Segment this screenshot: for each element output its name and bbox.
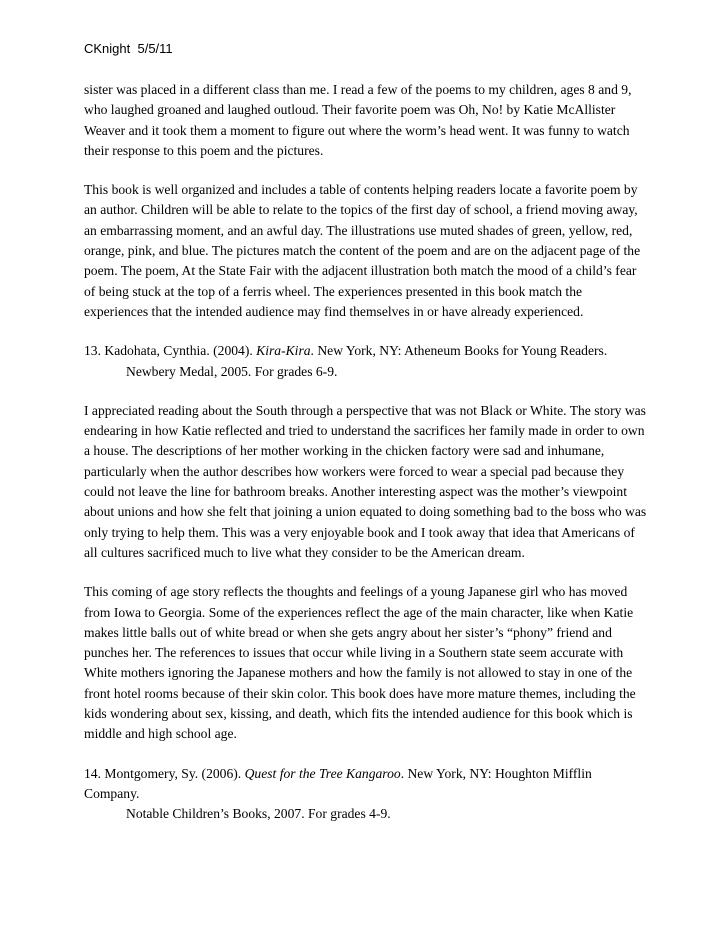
paragraph-coming-of-age: This coming of age story reflects the thoughts and feelings of a young Japanese girl who has moved from Iowa to Georgia. Some of the experiences reflect the age of the main character, like when Katie makes little balls out of white bread or when she gets angry about her sister’s “phony” friend and punches her. The references to issues that occur while living in a Southern state seem accurate with White mothers ignoring the Japanese mothers and how the family is not allowed to stay in one of the front hotel rooms because of their skin color. This book does have more mature themes, including the kids wondering about sex, kissing, and death, which fits the intended audience for this book which is middle and high school age.	[84, 584, 636, 742]
paragraph-poems-reading: sister was placed in a different class than me. I read a few of the poems to my children, ages 8 and 9, who laughed groaned and laughed outloud. Their favorite poem was Oh, No! by Katie McAllister Weaver and it took them a moment to figure out where the worm’s head went. It was funny to watch their response to this poem and the pictures.	[84, 82, 632, 158]
citation-14-publisher: . New York, NY: Houghton Mifflin Company.	[84, 765, 592, 801]
citation-13-publisher: . New York, NY: Atheneum Books for Young Readers.	[310, 343, 608, 359]
citation-14-title: Quest for the Tree Kangaroo	[244, 765, 401, 781]
paragraph-south-perspective: I appreciated reading about the South through a perspective that was not Black or White. The story was endearing in how Katie reflected and tried to understand the sacrifices her family made in order to own a house. The descriptions of her mother working in the chicken factory were sad and inhumane, particularly when the author describes how workers were forced to wear a special pad because they could not leave the line for bathroom breaks. Another interesting aspect was the mother’s viewpoint about unions and how she felt that joining a union equated to doing something bad to the boss who was only trying to help them. This was a very enjoyable book and I took away that idea that Americans of all cultures sacrificed much to live what they consider to be the American dream.	[84, 402, 647, 560]
citation-entry-13	[84, 341, 649, 361]
citation-13-award: Newbery Medal, 2005. For grades 6-9.	[126, 363, 338, 379]
paragraph-book-organization: This book is well organized and includes a table of contents helping readers locate a favorite poem by an author. Children will be able to relate to the topics of the first day of school, a friend moving away, an embarrassing moment, and an awful day. The illustrations use muted shades of green, yellow, red, orange, pink, and blue. The pictures match the content of the poem and are on the adjacent page of the poem. The poem, At the State Fair with the adjacent illustration both match the mood of a child’s fear of being stuck at the top of a ferris wheel. The experiences presented in this book match the experiences that the intended audience may find themselves in or have already experienced.	[84, 182, 641, 319]
citation-13-author-year: 13. Kadohata, Cynthia. (2004).	[84, 343, 257, 359]
citation-entry-14	[84, 764, 649, 805]
citation-13-title: Kira-Kira	[256, 343, 311, 359]
citation-14-author-year: 14. Montgomery, Sy. (2006).	[84, 765, 245, 781]
document-body	[84, 80, 649, 844]
citation-14-award: Notable Children’s Books, 2007. For grades 4-9.	[126, 806, 391, 822]
page-header: CKnight 5/5/11	[84, 41, 173, 56]
